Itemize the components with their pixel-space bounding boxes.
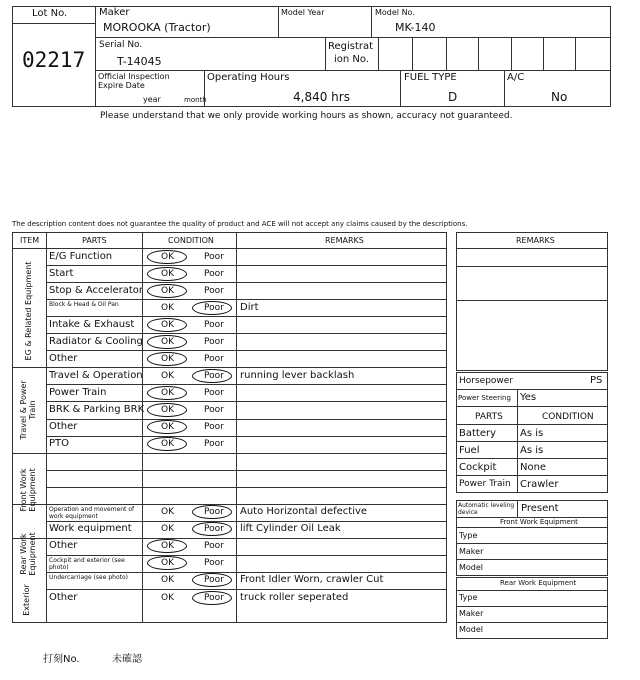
registration-label: Registrat [328,41,374,52]
month-label: month [184,96,207,104]
poor-option: Poor [204,422,224,432]
selected-circle [147,284,187,298]
operating-hours-label: Operating Hours [207,72,290,83]
remark-text: truck roller seperated [240,592,349,603]
selected-circle [147,539,187,553]
part-name: PTO [49,438,70,449]
selected-circle [147,386,187,400]
hours-note: Please understand that we only provide working hours as shown, accuracy not guaranteed. [100,111,513,121]
poor-option: Poor [204,337,224,347]
front-model-label: Model [459,563,484,572]
part-name: Stop & Accelerator [49,285,144,296]
group-exterior-label: Exterior [22,584,31,616]
part-name: Other [49,592,78,603]
rear-work-header: Rear Work Equipment [500,579,577,587]
poor-option: Poor [204,541,224,551]
remark-text: Dirt [240,302,259,313]
part-name: Other [49,421,78,432]
col-condition-header: CONDITION [168,236,214,245]
selected-circle [147,403,187,417]
part-name: BRK & Parking BRK [49,404,145,415]
serial-no-value: T-14045 [117,55,162,68]
rear-type-label: Type [459,593,478,602]
ok-option: OK [161,371,174,381]
ok-option: OK [161,388,174,398]
ok-option: OK [161,303,174,313]
stamp-no-label: 打刻No. [43,654,80,665]
ok-option: OK [161,337,174,347]
poor-option: Poor [204,439,224,449]
ok-option: OK [161,422,174,432]
ac-value: No [551,90,568,104]
poor-option: Poor [204,252,224,262]
horsepower-label: Horsepower [459,376,514,386]
ok-option: OK [161,593,174,603]
selected-circle [147,318,187,332]
poor-option: Poor [204,371,224,381]
poor-option: Poor [204,286,224,296]
part-name: Intake & Exhaust [49,319,135,330]
fuel-type-value: D [448,90,458,104]
ok-option: OK [161,252,174,262]
ok-option: OK [161,507,174,517]
front-type-label: Type [459,531,478,540]
poor-option: Poor [204,558,224,568]
cockpit-label: Cockpit [459,462,497,473]
parts-header: PARTS [475,412,503,422]
selected-circle [147,556,187,570]
col-parts-header: PARTS [82,236,107,245]
power-train-label: Power Train [459,479,511,489]
part-name: Other [49,540,78,551]
ok-option: OK [161,354,174,364]
part-name: Start [49,268,74,279]
poor-option: Poor [204,593,224,603]
ok-option: OK [161,405,174,415]
selected-circle [147,267,187,281]
auto-leveling-value: Present [521,503,559,514]
part-name: Block & Head & Oil Pan [49,301,119,308]
selected-circle [192,505,232,519]
rear-model-label: Model [459,625,484,634]
year-label: year [143,95,161,104]
maker-label: Maker [99,7,130,18]
poor-option: Poor [204,269,224,279]
model-no-value: MK-140 [395,21,436,34]
power-steering-label: Power Steering [458,394,511,402]
poor-option: Poor [204,303,224,313]
part-name: Cockpit and exterior (see photo) [49,557,125,571]
selected-circle [147,352,187,366]
unconfirmed-label: 未確認 [112,654,142,665]
col-item-header: ITEM [20,236,40,245]
poor-option: Poor [204,320,224,330]
part-name: Undercarriage (see photo) [49,574,128,581]
right-remarks-box [456,232,608,371]
col-remarks-header: REMARKS [325,236,364,245]
group-front-label: Front Work Equipment [19,468,37,512]
selected-circle [192,573,232,587]
group-travel-label: Travel & Power Train [19,380,37,440]
horsepower-unit: PS [590,375,603,386]
poor-option: Poor [204,405,224,415]
power-steering-value: Yes [520,392,537,403]
ac-label: A/C [507,72,525,83]
group-eg-label: EG & Related Equipment [24,261,33,361]
lot-no-value: 02217 [22,48,86,72]
front-work-header: Front Work Equipment [500,518,578,526]
part-name: Power Train [49,387,107,398]
ok-option: OK [161,558,174,568]
fuel-value: As is [520,445,544,456]
right-remarks-header: REMARKS [516,236,555,245]
ok-option: OK [161,439,174,449]
poor-option: Poor [204,524,224,534]
ok-option: OK [161,575,174,585]
model-year-label: Model Year [281,8,325,17]
condition-header: CONDITION [542,412,594,422]
power-train-value: Crawler [520,479,559,490]
selected-circle [147,335,187,349]
auto-leveling-label-2: device [458,509,478,516]
front-maker-label: Maker [459,547,484,556]
group-rear-label: Rear Work Equipment [19,532,37,576]
remark-text: lift Cylinder Oil Leak [240,523,341,534]
operating-hours-value: 4,840 hrs [293,90,350,104]
part-name: Operation and movement of work equipment [49,506,135,520]
selected-circle [147,437,187,451]
model-no-label: Model No. [375,8,415,17]
ok-option: OK [161,524,174,534]
selected-circle [147,250,187,264]
battery-label: Battery [459,428,497,439]
auto-leveling-label: Automatic leveling [458,502,515,509]
cockpit-value: None [520,462,547,473]
ok-option: OK [161,541,174,551]
lot-no-label: Lot No. [32,8,68,19]
inspection-label-2: Expire Date [98,81,145,90]
registration-label-2: ion No. [334,54,370,65]
poor-option: Poor [204,388,224,398]
part-name: Travel & Operation [49,370,143,381]
rear-maker-label: Maker [459,609,484,618]
serial-no-label: Serial No. [99,40,143,50]
remark-text: running lever backlash [240,370,355,381]
ok-option: OK [161,320,174,330]
ok-option: OK [161,269,174,279]
poor-option: Poor [204,575,224,585]
maker-value: MOROOKA (Tractor) [103,21,211,34]
selected-circle [192,522,232,536]
ok-option: OK [161,286,174,296]
fuel-label: Fuel [459,445,480,456]
selected-circle [192,301,232,315]
fuel-type-label: FUEL TYPE [404,72,457,83]
part-name: Radiator & Cooling [49,336,143,347]
part-name: Work equipment [49,523,132,534]
poor-option: Poor [204,507,224,517]
part-name: Other [49,353,78,364]
selected-circle [147,420,187,434]
remark-text: Auto Horizontal defective [240,506,368,517]
poor-option: Poor [204,354,224,364]
remark-text: Front Idler Worn, crawler Cut [240,574,384,585]
disclaimer: The description content does not guarantee the quality of product and ACE will not accept any claims caused by the descriptions. [12,220,468,228]
selected-circle [192,591,232,605]
selected-circle [192,369,232,383]
battery-value: As is [520,428,544,439]
part-name: E/G Function [49,251,113,262]
inspection-label: Official Inspection [98,72,170,81]
